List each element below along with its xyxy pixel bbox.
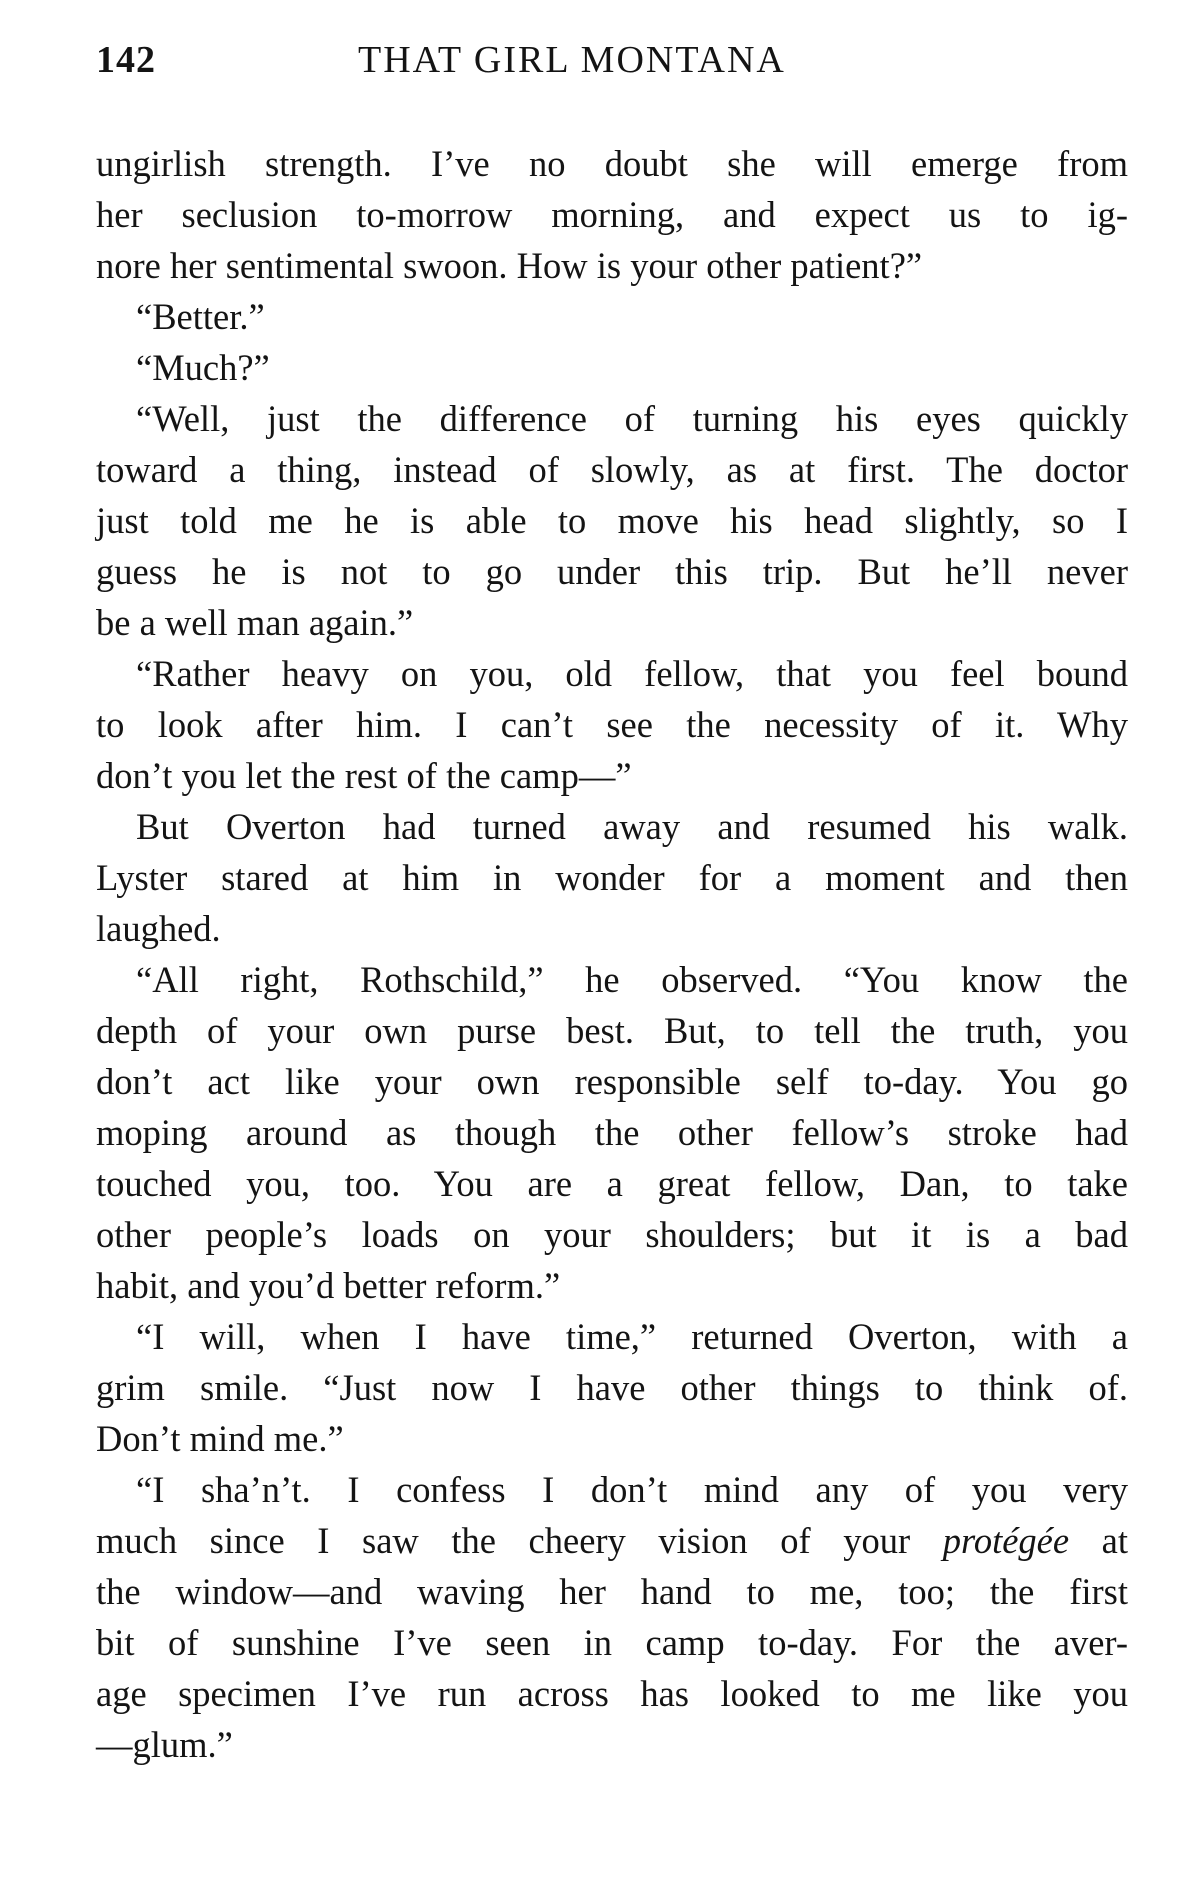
text-segment: at xyxy=(1069,1520,1128,1561)
text-line: don’t act like your own responsible self to-day. You go xyxy=(96,1061,1128,1102)
text-line: just told me he is able to move his head slightly, so I xyxy=(96,500,1128,541)
text-line: “Well, just the difference of turning his eyes quickly xyxy=(136,398,1128,439)
text-line: to look after him. I can’t see the necessity of it. Why xyxy=(96,704,1128,745)
text-line: “Much?” xyxy=(136,347,270,388)
text-line: laughed. xyxy=(96,908,221,949)
text-line: —glum.” xyxy=(96,1724,233,1765)
running-head xyxy=(96,30,1128,90)
text-line: ungirlish strength. I’ve no doubt she will emerge from xyxy=(96,143,1128,184)
text-line: don’t you let the rest of the camp—” xyxy=(96,755,632,796)
text-line: be a well man again.” xyxy=(96,602,414,643)
text-line: other people’s loads on your shoulders; but it is a bad xyxy=(96,1214,1128,1255)
text-line: “I sha’n’t. I confess I don’t mind any of you very xyxy=(136,1469,1128,1510)
text-line: moping around as though the other fellow’s stroke had xyxy=(96,1112,1128,1153)
italic-word: protégée xyxy=(942,1520,1070,1561)
text-line: But Overton had turned away and resumed his walk. xyxy=(136,806,1128,847)
text-line: depth of your own purse best. But, to tell the truth, you xyxy=(96,1010,1128,1051)
text-line: “All right, Rothschild,” he observed. “You know the xyxy=(136,959,1128,1000)
text-line: age specimen I’ve run across has looked to me like you xyxy=(96,1673,1128,1714)
text-line: nore her sentimental swoon. How is your other patient?” xyxy=(96,245,923,286)
text-line: habit, and you’d better reform.” xyxy=(96,1265,561,1306)
text-line: “Rather heavy on you, old fellow, that you feel bound xyxy=(136,653,1128,694)
text-line: her seclusion to-morrow morning, and expect us to ig- xyxy=(96,194,1128,235)
text-line: touched you, too. You are a great fellow, Dan, to take xyxy=(96,1163,1128,1204)
body-text xyxy=(96,138,1128,1770)
text-line: bit of sunshine I’ve seen in camp to-day. For the aver- xyxy=(96,1622,1128,1663)
text-line: the window—and waving her hand to me, too; the first xyxy=(96,1571,1128,1612)
text-segment: much since I saw the cheery vision of your xyxy=(96,1520,943,1561)
text-line: Lyster stared at him in wonder for a moment and then xyxy=(96,857,1128,898)
text-line xyxy=(96,1515,1128,1566)
book-page xyxy=(96,30,1128,1770)
text-line: “I will, when I have time,” returned Overton, with a xyxy=(136,1316,1128,1357)
page-number: 142 xyxy=(96,39,156,81)
book-title: THAT GIRL MONTANA xyxy=(358,39,786,81)
text-line: Don’t mind me.” xyxy=(96,1418,344,1459)
text-line: “Better.” xyxy=(136,296,265,337)
text-line: toward a thing, instead of slowly, as at first. The doctor xyxy=(96,449,1128,490)
text-line: guess he is not to go under this trip. But he’ll never xyxy=(96,551,1128,592)
text-line: grim smile. “Just now I have other things to think of. xyxy=(96,1367,1128,1408)
